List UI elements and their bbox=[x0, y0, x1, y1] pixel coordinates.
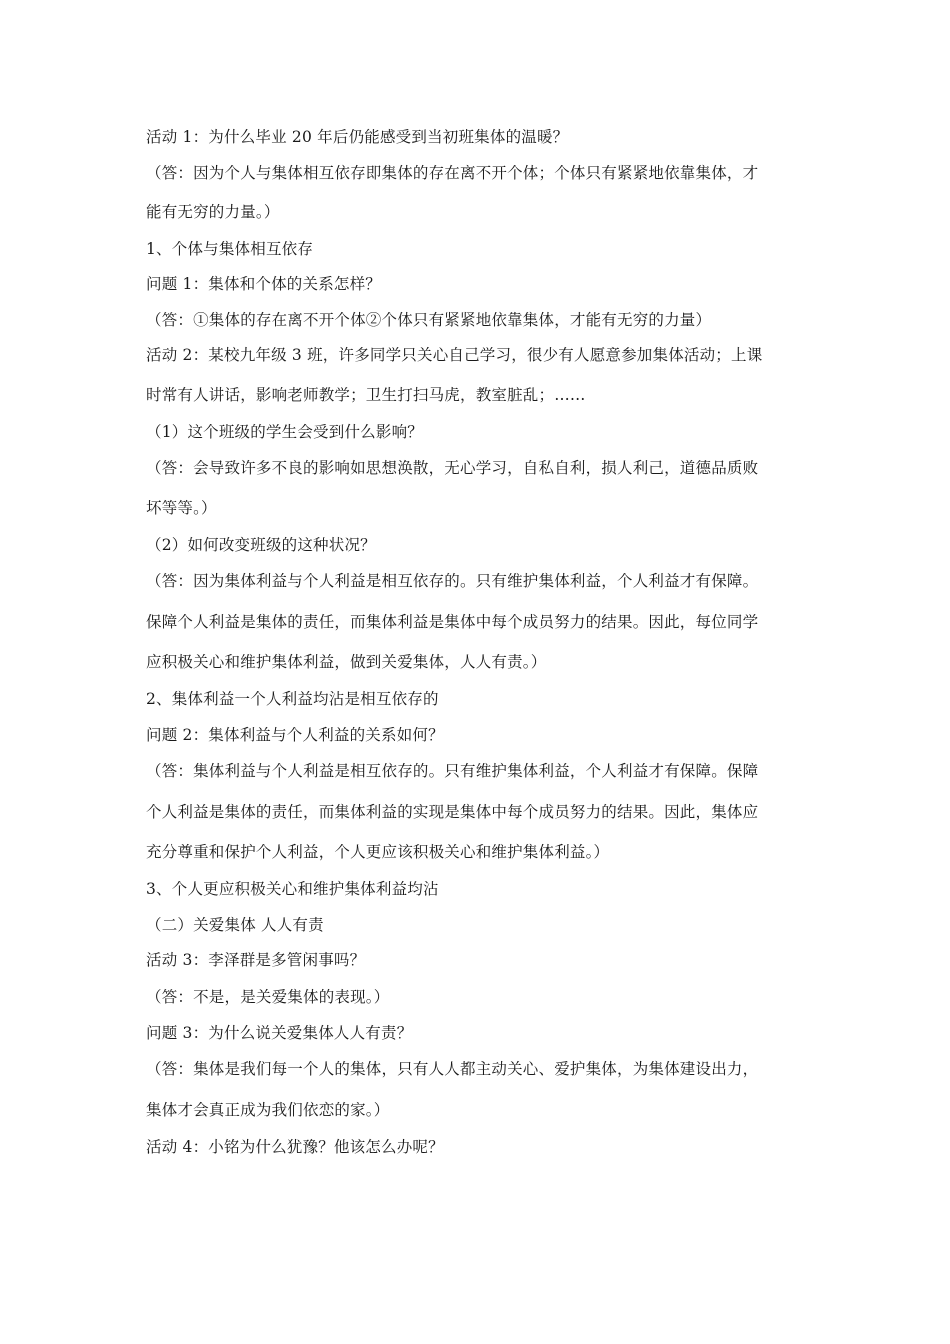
activity-4-question: 活动 4：小铭为什么犹豫？他该怎么办呢？ bbox=[146, 1138, 444, 1156]
question-3-answer-line-1: （答：集体是我们每一个人的集体，只有人人都主动关心、爱护集体，为集体建设出力， bbox=[146, 1060, 759, 1078]
question-3-answer-line-2: 集体才会真正成为我们依恋的家。） bbox=[146, 1101, 390, 1119]
subquestion-2-answer-line-1: （答：因为集体利益与个人利益是相互依存的。只有维护集体利益，个人利益才有保障。 bbox=[146, 572, 759, 590]
subquestion-2-answer-line-2: 保障个人利益是集体的责任，而集体利益是集体中每个成员努力的结果。因此，每位同学 bbox=[146, 613, 759, 631]
activity-2-subquestion-1: （1）这个班级的学生会受到什么影响？ bbox=[146, 423, 423, 441]
question-3: 问题 3：为什么说关爱集体人人有责？ bbox=[146, 1024, 413, 1042]
question-2-answer-line-2: 个人利益是集体的责任，而集体利益的实现是集体中每个成员努力的结果。因此，集体应 bbox=[146, 803, 759, 821]
activity-2-line-2: 时常有人讲话，影响老师教学；卫生打扫马虎，教室脏乱；…… bbox=[146, 386, 586, 404]
section-3-heading: 3、个人更应积极关心和维护集体利益均沾 bbox=[146, 880, 439, 898]
section-1-heading: 1、个体与集体相互依存 bbox=[146, 240, 314, 258]
question-1-answer: （答：①集体的存在离不开个体②个体只有紧紧地依靠集体，才能有无穷的力量） bbox=[146, 311, 712, 329]
section-2-heading: 2、集体利益一个人利益均沾是相互依存的 bbox=[146, 690, 439, 708]
activity-1-answer-line-1: （答：因为个人与集体相互依存即集体的存在离不开个体；个体只有紧紧地依靠集体，才 bbox=[146, 164, 759, 182]
activity-2-subquestion-2: （2）如何改变班级的这种状况？ bbox=[146, 536, 376, 554]
activity-2-line-1: 活动 2：某校九年级 3 班，许多同学只关心自己学习，很少有人愿意参加集体活动；上课 bbox=[146, 346, 763, 364]
activity-1-answer-line-2: 能有无穷的力量。） bbox=[146, 203, 280, 221]
subquestion-1-answer-line-2: 坏等等。） bbox=[146, 499, 217, 517]
question-1: 问题 1：集体和个体的关系怎样？ bbox=[146, 275, 381, 293]
part-2-heading: （二）关爱集体 人人有责 bbox=[146, 916, 324, 934]
question-2: 问题 2：集体利益与个人利益的关系如何？ bbox=[146, 726, 444, 744]
question-2-answer-line-3: 充分尊重和保护个人利益，个人更应该积极关心和维护集体利益。） bbox=[146, 843, 610, 861]
activity-1-question: 活动 1：为什么毕业 20 年后仍能感受到当初班集体的温暖？ bbox=[146, 128, 569, 146]
subquestion-2-answer-line-3: 应积极关心和维护集体利益，做到关爱集体，人人有责。） bbox=[146, 653, 547, 671]
activity-3-answer: （答：不是，是关爱集体的表现。） bbox=[146, 988, 390, 1006]
activity-3-question: 活动 3：李泽群是多管闲事吗？ bbox=[146, 951, 366, 969]
question-2-answer-line-1: （答：集体利益与个人利益是相互依存的。只有维护集体利益，个人利益才有保障。保障 bbox=[146, 762, 759, 780]
subquestion-1-answer-line-1: （答：会导致许多不良的影响如思想涣散，无心学习，自私自利，损人利己，道德品质败 bbox=[146, 459, 759, 477]
